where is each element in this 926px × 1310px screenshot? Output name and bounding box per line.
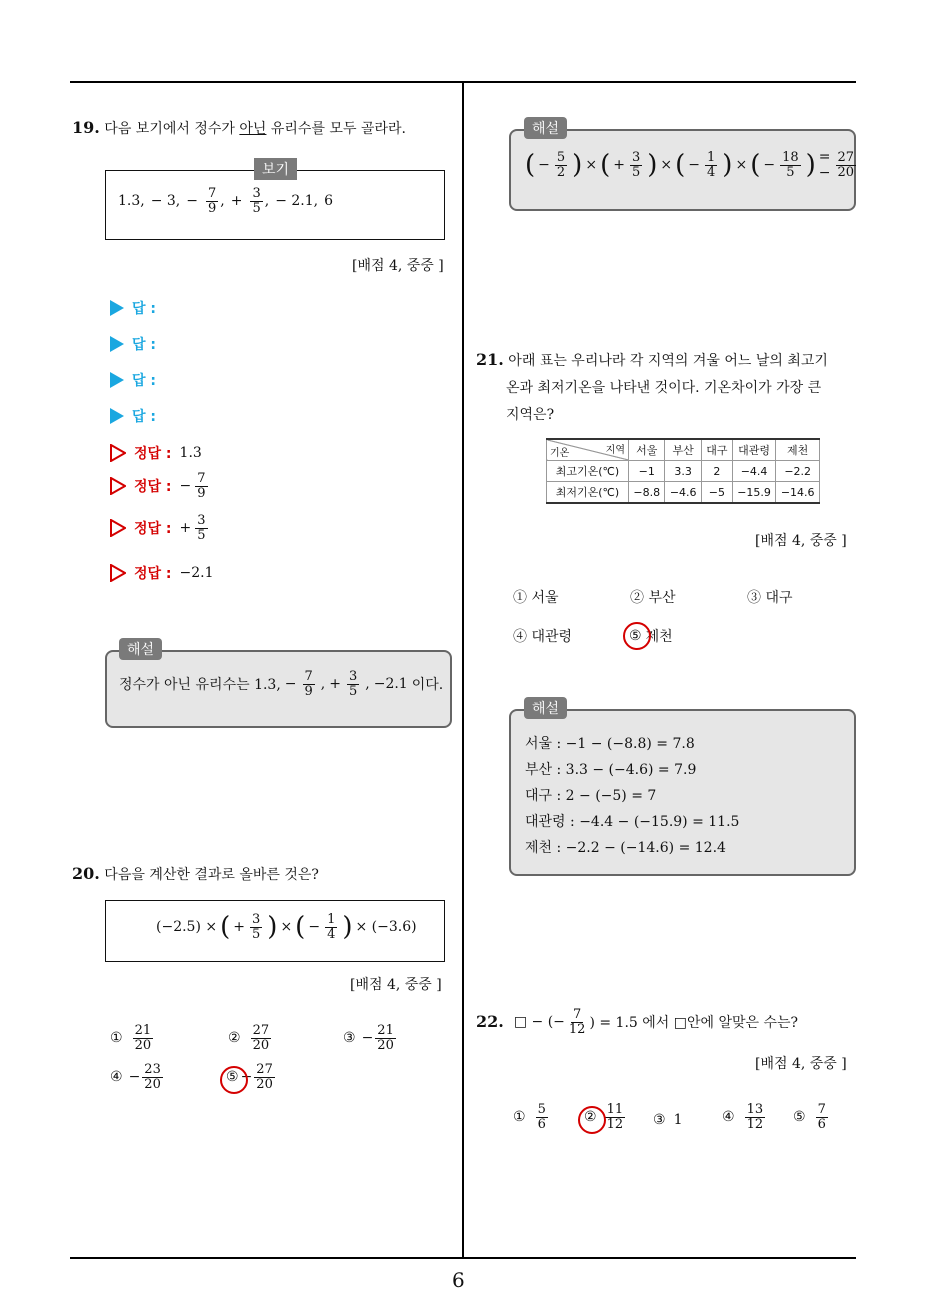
table-row: 최고기온(℃) −1 3.3 2 −4.4 −2.2 (547, 461, 820, 482)
outline-triangle-icon (110, 519, 126, 537)
option-3[interactable]: ③ 대구 (747, 590, 793, 606)
option-2[interactable]: ② 부산 (630, 590, 676, 606)
expression: (−2.5) × ( + $\frac{3}{5}$ ) × ( − $\frac{1}{4}$ ) × (−3.6) (156, 912, 417, 943)
correct-answer: 정답 : −2.1 (110, 563, 214, 583)
correct-answer: 정답 : + $\frac{3}{5}$ (110, 514, 210, 542)
fraction: $\frac{7}{6}$ (817, 1102, 826, 1132)
explanation-lines: 서울 : −1 − (−8.8) = 7.8 부산 : 3.3 − (−4.6) = 7.9 대구 : 2 − (−5) = 7 대관령 : −4.4 − (−15.9) = 11.5 제천 : −2.2 − (−14.6) = 12.4 (525, 736, 740, 856)
fraction: $\frac{18}{5}$ (782, 149, 799, 180)
answer-blank[interactable]: 답 : (110, 334, 156, 354)
fraction: $\frac{1}{4}$ (707, 149, 716, 180)
fraction: $\frac{5}{6}$ (537, 1102, 546, 1132)
fraction: $\frac{11}{12}$ (606, 1102, 624, 1132)
score-meta: [배점 4, 중중 ] (352, 258, 444, 274)
score-meta: [배점 4, 중중 ] (350, 977, 442, 993)
fraction: $\frac{27}{20}$ (837, 149, 855, 180)
fraction: $\frac{3}{5}$ (348, 669, 358, 699)
fraction: $\frac{23}{20}$ (144, 1062, 161, 1092)
option-3[interactable]: ③ − $\frac{21}{20}$ (343, 1023, 394, 1053)
correct-answer: 정답 : − $\frac{7}{9}$ (110, 472, 210, 500)
temperature-table (546, 438, 820, 504)
fraction: $\frac{7}{12}$ (568, 1007, 586, 1037)
option-3[interactable]: ③ 1 (653, 1112, 683, 1128)
question-number: 19. (72, 118, 100, 137)
column-divider (462, 81, 464, 1259)
explanation-box (509, 709, 856, 876)
column-header: 부산 (665, 439, 701, 461)
option-5[interactable]: ⑤ 제천 (629, 628, 673, 645)
outline-triangle-icon (110, 444, 126, 462)
explanation-tag: 해설 (524, 697, 567, 719)
question-text: 다음 보기에서 정수가 아닌 유리수를 모두 골라라. (104, 121, 406, 137)
fraction: $\frac{7}{9}$ (304, 669, 313, 699)
option-4[interactable]: ④ 대관령 (513, 629, 573, 645)
fraction: $\frac{3}{5}$ (252, 912, 261, 942)
question-number: 22. (476, 1012, 504, 1031)
option-1[interactable]: ① 서울 (513, 590, 559, 606)
fraction: $\frac{21}{20}$ (377, 1023, 394, 1053)
option-2[interactable]: ② $\frac{27}{20}$ (228, 1023, 270, 1053)
option-1[interactable]: ① $\frac{21}{20}$ (110, 1023, 152, 1053)
option-4[interactable]: ④ − $\frac{23}{20}$ (110, 1062, 161, 1092)
fraction: $\frac{7}{9}$ (208, 186, 217, 216)
correct-answer: 정답 : 1.3 (110, 443, 202, 463)
option-4[interactable]: ④ $\frac{13}{12}$ (722, 1102, 764, 1132)
outline-triangle-icon (110, 564, 126, 582)
outline-triangle-icon (110, 477, 126, 495)
explanation-tag: 해설 (119, 638, 162, 660)
score-meta: [배점 4, 중중 ] (755, 533, 847, 549)
fraction: $\frac{5}{2}$ (556, 149, 566, 180)
selected-answer-circle-icon (220, 1066, 248, 1094)
question-text: 다음을 계산한 결과로 올바른 것은? (104, 867, 319, 883)
explanation-equation: ( − $\frac{5}{2}$ ) × ( + $\frac{3}{5}$ ) × ( − $\frac{1}{4}$ ) × ( − $\frac{18}{5}$ ) = − $\frac{27}{20}$ (525, 149, 855, 181)
page-number: 6 (452, 1268, 465, 1292)
table-row: 최저기온(℃) −8.8 −4.6 −5 −15.9 −14.6 (547, 482, 820, 504)
fraction: $\frac{13}{12}$ (746, 1102, 764, 1132)
question-19 (72, 118, 406, 138)
answer-blank[interactable]: 답 : (110, 406, 156, 426)
bottom-rule (70, 1257, 856, 1259)
question-21: 21. 아래 표는 우리나라 각 지역의 겨울 어느 날의 최고기 온과 최저기온을 나타낸 것이다. 기온차이가 가장 큰 지역은? (476, 350, 828, 423)
option-2[interactable]: ② $\frac{11}{12}$ (584, 1102, 624, 1132)
question-number: 20. (72, 864, 100, 883)
triangle-icon (110, 408, 124, 424)
selected-answer-circle-icon (623, 622, 651, 650)
selected-answer-circle-icon (578, 1106, 606, 1134)
question-number: 21. (476, 350, 504, 369)
fraction: $\frac{27}{20}$ (252, 1023, 270, 1053)
score-meta: [배점 4, 중중 ] (755, 1056, 847, 1072)
example-box (105, 170, 445, 240)
triangle-icon (110, 372, 124, 388)
explanation-box (105, 650, 452, 728)
example-tag: 보기 (254, 158, 297, 180)
fraction: $\frac{21}{20}$ (134, 1023, 152, 1053)
fraction: $\frac{7}{9}$ (197, 471, 206, 501)
expression-box (105, 900, 445, 962)
explanation-text: 정수가 아닌 유리수는 1.3, − $\frac{7}{9}$ , + $\frac{3}{5}$ , −2.1 이다. (119, 669, 444, 699)
column-header: 대관령 (732, 439, 776, 461)
question-22: 22. □ − (− $\frac{7}{12}$ ) = 1.5 에서 □안에 알맞은 수는? (476, 1007, 799, 1037)
explanation-box (509, 129, 856, 211)
explanation-tag: 해설 (524, 117, 567, 139)
question-20 (72, 864, 319, 884)
fraction: $\frac{27}{20}$ (256, 1062, 273, 1092)
fraction: $\frac{3}{5}$ (631, 149, 641, 180)
option-5[interactable]: ⑤ − $\frac{27}{20}$ (226, 1062, 273, 1092)
fraction: $\frac{3}{5}$ (197, 513, 206, 543)
column-header: 제천 (776, 439, 820, 461)
option-1[interactable]: ① $\frac{5}{6}$ (513, 1102, 546, 1132)
column-header: 대구 (701, 439, 732, 461)
column-header: 서울 (629, 439, 665, 461)
table-corner: 지역 기온 (547, 439, 629, 461)
answer-blank[interactable]: 답 : (110, 370, 156, 390)
option-5[interactable]: ⑤ $\frac{7}{6}$ (793, 1102, 826, 1132)
triangle-icon (110, 300, 124, 316)
fraction: $\frac{3}{5}$ (252, 186, 261, 216)
example-items: 1.3, − 3, − $\frac{7}{9}$ , + $\frac{3}{5}$ , − 2.1, 6 (118, 186, 334, 216)
fraction: $\frac{1}{4}$ (327, 912, 336, 942)
answer-blank[interactable]: 답 : (110, 298, 156, 318)
triangle-icon (110, 336, 124, 352)
